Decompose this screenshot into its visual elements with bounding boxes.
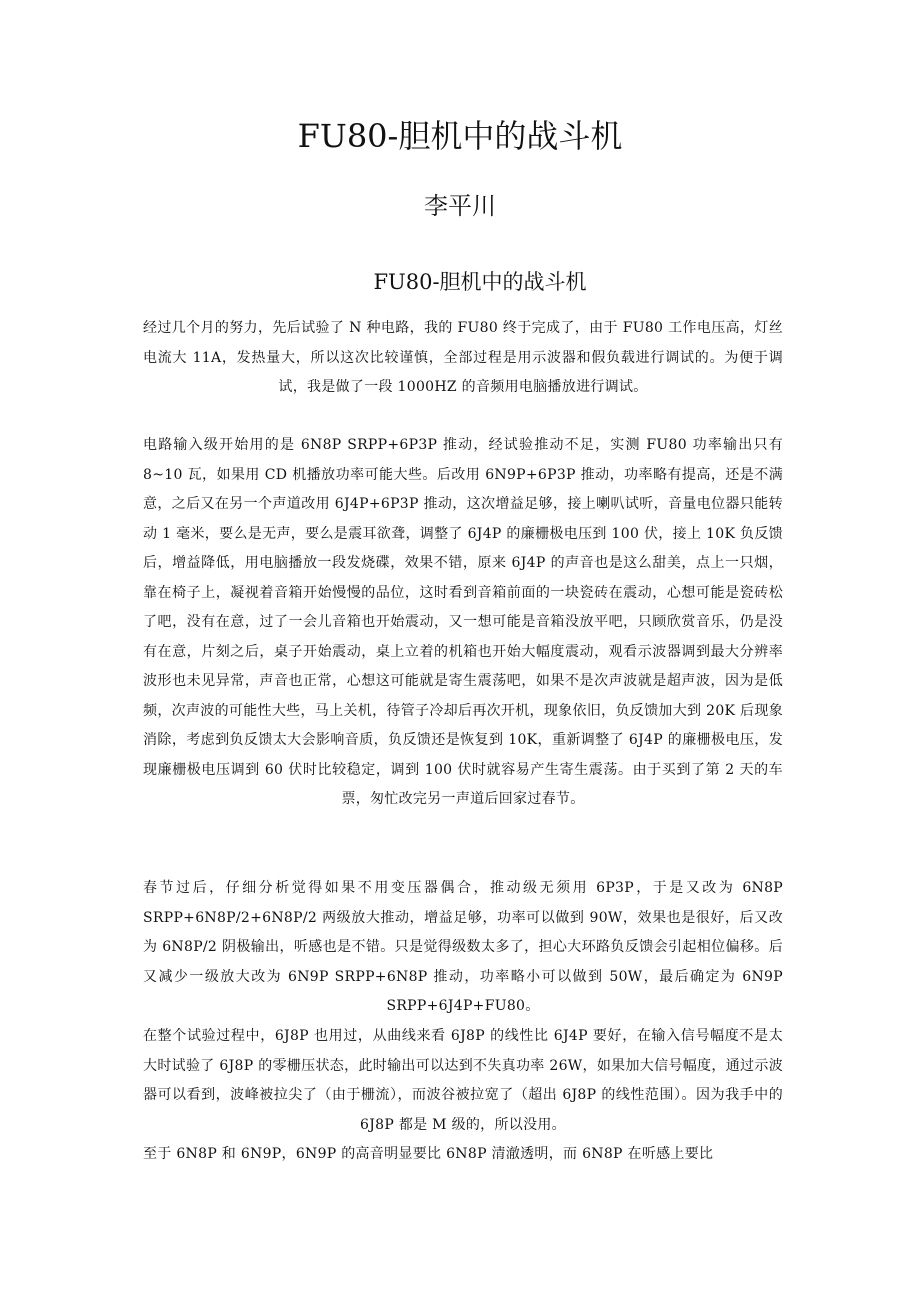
document-title: FU80-胆机中的战斗机 bbox=[297, 117, 623, 155]
body-paragraph: 至于 6N8P 和 6N9P，6N9P 的高音明显要比 6N8P 清澈透明，而 6N8P 在听感上要比 bbox=[143, 1146, 714, 1162]
body-paragraph: 春节过后，仔细分析觉得如果不用变压器偶合，推动级无须用 6P3P，于是又改为 6N8P SRPP+6N8P/2+6N8P/2 两级放大推动，增益足够，功率可以做到 90W，效果也是很好，后又改为 6N8P/2 阴极输出，听感也是不错。只是觉得级数太多了，担心大环路负反馈会引起相位偏移。后又减少一级放大改为 6N9P SRPP+6N8P 推动，功率略小可以做到 50W，最后确定为 6N9P SRPP+6J4P+FU80。 bbox=[143, 880, 783, 1014]
body-paragraph: 电路输入级开始用的是 6N8P SRPP+6P3P 推动，经试验推动不足，实测 FU80 功率输出只有 8~10 瓦，如果用 CD 机播放功率可能大些。后改用 6N9P+6P3P 推动，功率略有提高，还是不满意，之后又在另一个声道改用 6J4P+6P3P 推动，这次增益足够，接上喇叭试听，音量电位器只能转动 1 毫米，要么是无声，要么是震耳欲聋，调整了 6J4P 的廉栅极电压到 100 伏，接上 10K 负反馈后，增益降低，用电脑播放一段发烧碟，效果不错，原来 6J4P 的声音也是这么甜美，点上一只烟，靠在椅子上，凝视着音箱开始慢慢的品位，这时看到音箱前面的一块瓷砖在震动，心想可能是瓷砖松了吧，没有在意，过了一会儿音箱也开始震动，又一想可能是音箱没放平吧，只顾欣赏音乐，仍是没有在意，片刻之后，桌子开始震动，桌上立着的机箱也开始大幅度震动，观看示波器调到最大分辨率波形也未见异常，声音也正常，心想这可能就是寄生震荡吧，如果不是次声波就是超声波，因为是低频，次声波的可能性大些，马上关机，待管子冷却后再次开机，现象依旧，负反馈加大到 20K 后现象消除，考虑到负反馈太大会影响音质，负反馈还是恢复到 10K，重新调整了 6J4P 的廉栅极电压，发现廉栅极电压调到 60 伏时比较稳定，调到 100 伏时就容易产生寄生震荡。由于买到了第 2 天的车票，匆忙改完另一声道后回家过春节。 bbox=[143, 437, 783, 807]
body-paragraph: 经过几个月的努力，先后试验了 N 种电路，我的 FU80 终于完成了，由于 FU80 工作电压高，灯丝电流大 11A，发热量大，所以这次比较谨慎，全部过程是用示波器和假负载进行调试的。为便于调试，我是做了一段 1000HZ 的音频用电脑播放进行调试。 bbox=[143, 320, 783, 395]
section-heading: FU80-胆机中的战斗机 bbox=[373, 270, 587, 294]
body-paragraph: 在整个试验过程中，6J8P 也用过，从曲线来看 6J8P 的线性比 6J4P 要好，在输入信号幅度不是太大时试验了 6J8P 的零栅压状态，此时输出可以达到不失真功率 26W，如果加大信号幅度，通过示波器可以看到，波峰被拉尖了（由于栅流），而波谷被拉宽了（超出 6J8P 的线性范围）。因为我手中的 6J8P 都是 M 级的，所以没用。 bbox=[143, 1028, 783, 1133]
author-name: 李平川 bbox=[424, 192, 496, 220]
